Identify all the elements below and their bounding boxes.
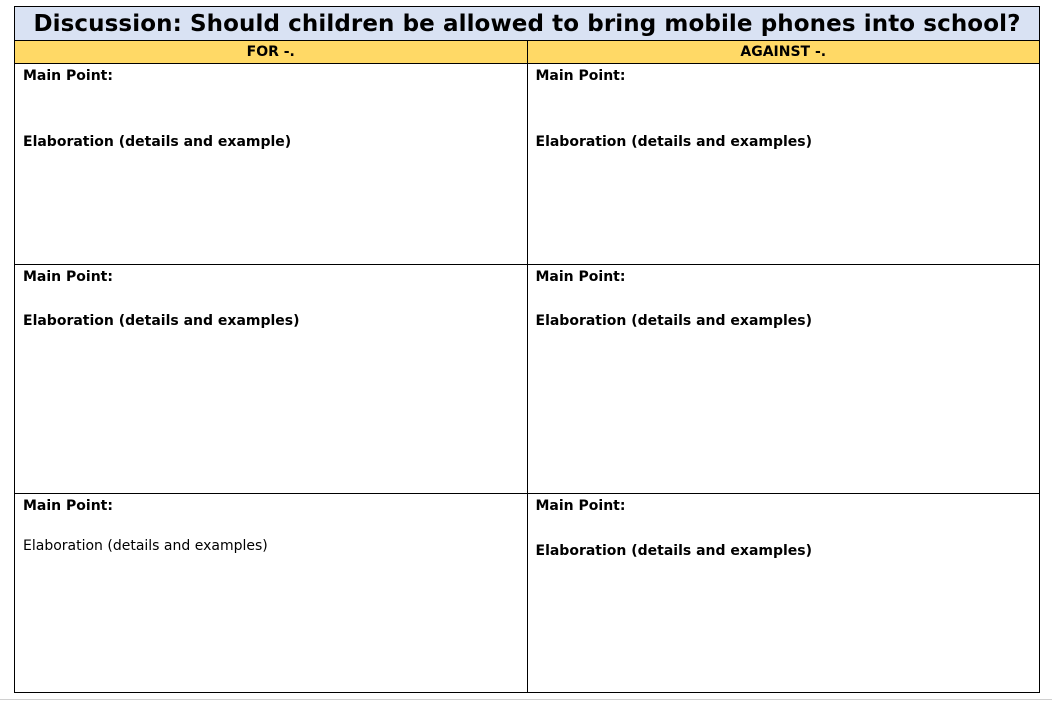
for-column-header: FOR -.	[246, 44, 295, 60]
against-cell-3[interactable]	[527, 494, 1040, 692]
argument-row-1	[15, 64, 1039, 264]
page-title: Discussion: Should children be allowed to bring mobile phones into school?	[33, 10, 1021, 37]
against-cell-2[interactable]	[527, 265, 1040, 493]
elaboration-label: Elaboration (details and examples)	[23, 538, 268, 554]
argument-row-2	[15, 264, 1039, 493]
for-cell-2[interactable]	[15, 265, 527, 493]
against-cell-1[interactable]	[527, 64, 1040, 264]
page-bottom-rule	[0, 699, 1052, 700]
main-point-label: Main Point:	[23, 269, 113, 285]
elaboration-label: Elaboration (details and example)	[23, 134, 292, 150]
elaboration-label: Elaboration (details and examples)	[23, 313, 300, 329]
title-row	[15, 7, 1039, 41]
main-point-label: Main Point:	[535, 498, 626, 514]
for-cell-3[interactable]	[15, 494, 527, 692]
main-point-label: Main Point:	[23, 498, 113, 514]
elaboration-label: Elaboration (details and examples)	[535, 543, 813, 559]
against-column-header: AGAINST -.	[527, 41, 1040, 63]
argument-row-3	[15, 493, 1039, 692]
elaboration-label: Elaboration (details and examples)	[535, 313, 813, 329]
argument-grid	[15, 64, 1039, 692]
elaboration-label: Elaboration (details and examples)	[535, 134, 813, 150]
for-cell-1[interactable]	[15, 64, 527, 264]
column-header-row	[15, 41, 1039, 64]
main-point-label: Main Point:	[23, 68, 113, 84]
discussion-table	[14, 6, 1040, 693]
main-point-label: Main Point:	[535, 68, 626, 84]
main-point-label: Main Point:	[535, 269, 626, 285]
